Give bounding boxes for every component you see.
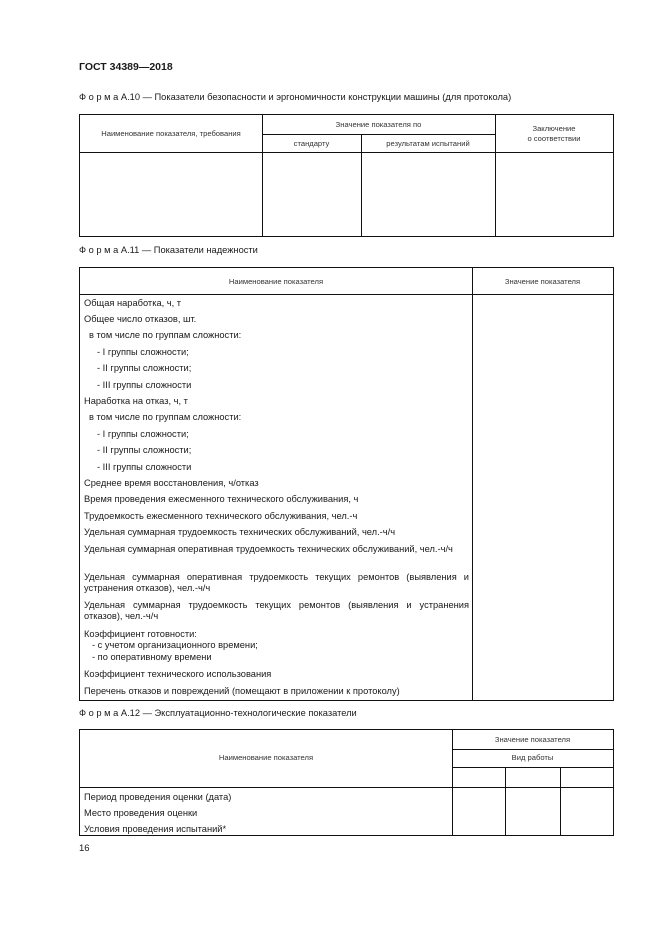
list-item: Удельная суммарная оперативная трудоемкость технических обслуживаний, чел.-ч/ч xyxy=(84,544,453,554)
list-item: Удельная суммарная оперативная трудоемкость текущих ремонтов (выявления и устранения отказов), чел.-ч/ч xyxy=(84,572,469,593)
form-a10-col-conclusion: Заключение о соответствии xyxy=(527,124,581,143)
list-item: - по оперативному времени xyxy=(92,652,212,662)
form-a11-table xyxy=(79,267,614,701)
list-item: - III группы сложности xyxy=(97,462,192,472)
form-a11-col-value: Значение показателя xyxy=(504,277,581,286)
form-a12-col-value: Значение показателя xyxy=(494,735,571,744)
list-item: Коэффициент готовности: xyxy=(84,629,197,639)
form-a12-table xyxy=(79,729,614,836)
table-row: Условия проведения испытаний* xyxy=(84,824,227,834)
form-a12-caption: Ф о р м а А.12 — Эксплуатационно-технологические показатели xyxy=(79,708,357,718)
form-a12-col-work: Вид работы xyxy=(511,753,554,762)
list-item: - II группы сложности; xyxy=(97,363,192,373)
list-item: Удельная суммарная трудоемкость текущих ремонтов (выявления и устранения отказов), чел.-ч/ч xyxy=(84,600,469,621)
table-row: Период проведения оценки (дата) xyxy=(84,792,232,802)
page-number: 16 xyxy=(79,843,90,854)
list-item: Среднее время восстановления, ч/отказ xyxy=(84,478,259,488)
list-item: Трудоемкость ежесменного технического обслуживания, чел.-ч xyxy=(84,511,358,521)
list-item: - III группы сложности xyxy=(97,380,192,390)
form-a10-col-name: Наименование показателя, требования xyxy=(101,129,241,138)
form-a10-caption: Ф о р м а А.10 — Показатели безопасности и эргономичности конструкции машины (для протокола) xyxy=(79,92,512,102)
form-a10-col-standard: стандарту xyxy=(293,139,330,148)
list-item: Перечень отказов и повреждений (помещают в приложении к протоколу) xyxy=(84,686,400,696)
form-a11-caption: Ф о р м а А.11 — Показатели надежности xyxy=(79,245,258,255)
list-item: Удельная суммарная трудоемкость технических обслуживаний, чел.-ч/ч xyxy=(84,527,396,537)
form-a10-table xyxy=(79,114,614,237)
list-item: - I группы сложности; xyxy=(97,429,189,439)
list-item: Коэффициент технического использования xyxy=(84,669,272,679)
form-a12-col-name: Наименование показателя xyxy=(218,753,314,762)
form-a11-col-name: Наименование показателя xyxy=(228,277,324,286)
list-item: - II группы сложности; xyxy=(97,445,192,455)
document-standard-title: ГОСТ 34389—2018 xyxy=(79,61,173,73)
list-item: в том числе по группам сложности: xyxy=(89,412,242,422)
list-item: в том числе по группам сложности: xyxy=(89,330,242,340)
list-item: - с учетом организационного времени; xyxy=(92,640,258,650)
list-item: Наработка на отказ, ч, т xyxy=(84,396,188,406)
list-item: Общее число отказов, шт. xyxy=(84,314,197,324)
list-item: - I группы сложности; xyxy=(97,347,189,357)
list-item: Время проведения ежесменного технического обслуживания, ч xyxy=(84,494,359,504)
form-a10-col-value-group: Значение показателя по xyxy=(335,120,422,129)
list-item: Общая наработка, ч, т xyxy=(84,298,182,308)
form-a10-col-results: результатам испытаний xyxy=(386,139,470,148)
table-row: Место проведения оценки xyxy=(84,808,198,818)
